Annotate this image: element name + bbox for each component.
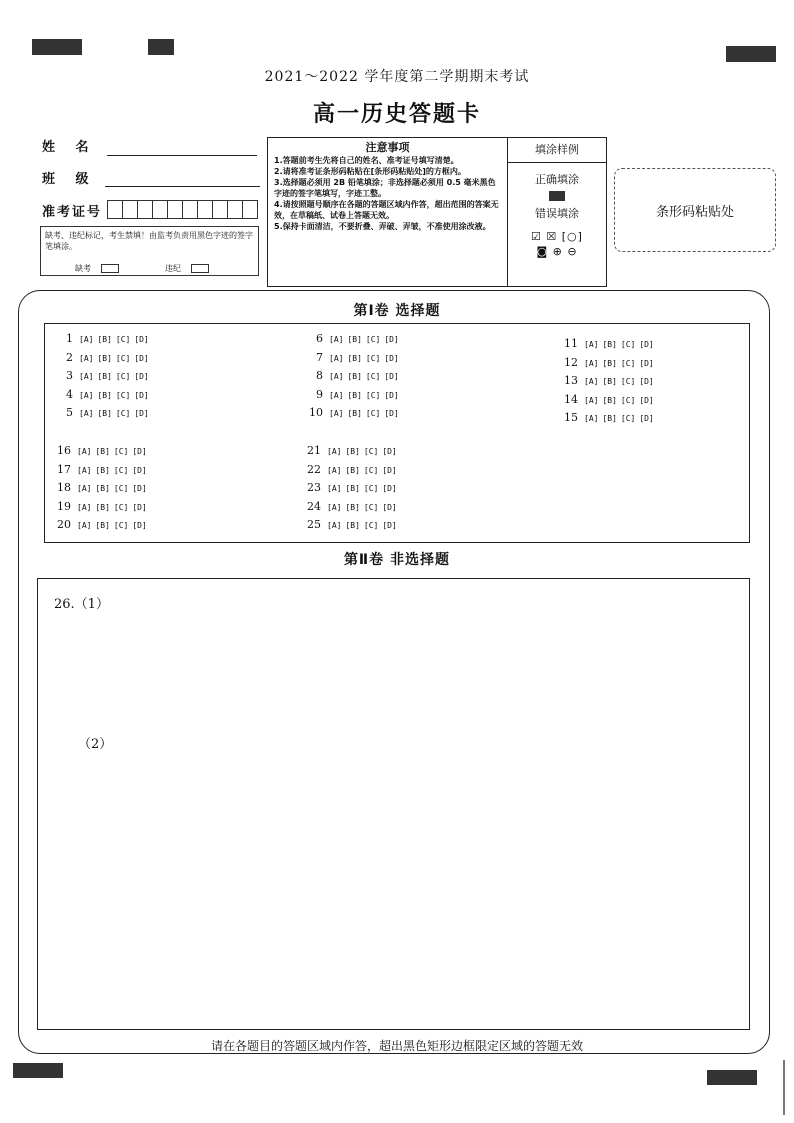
answer-option[interactable]: [A] xyxy=(584,377,599,386)
answer-option[interactable]: [C] xyxy=(113,465,129,475)
id-digit-box[interactable] xyxy=(182,200,198,219)
question-number: 17 xyxy=(57,462,71,476)
answer-option[interactable]: [D] xyxy=(639,395,654,405)
answer-option[interactable]: [C] xyxy=(113,502,129,512)
question-number: 23 xyxy=(307,481,321,494)
instruction-item: 3.选择题必须用 2B 铅笔填涂；非选择题必须用 0.5 毫米黑色字迹的签字笔填写，字迹工整。 xyxy=(274,178,496,198)
question-row xyxy=(55,332,153,345)
class-label: 班 级 xyxy=(42,172,97,187)
id-digit-box[interactable] xyxy=(152,200,168,219)
answer-option[interactable]: [D] xyxy=(384,353,399,363)
answer-option[interactable]: [B] xyxy=(345,502,360,512)
answer-option[interactable]: [A] xyxy=(327,465,342,475)
question-row xyxy=(305,406,403,419)
answer-option[interactable]: [A] xyxy=(329,409,344,418)
answer-option[interactable]: [D] xyxy=(132,447,147,456)
registration-mark-bottom-left xyxy=(13,1063,63,1078)
answer-option[interactable]: [B] xyxy=(95,502,110,512)
wrong-fill-label: 错误填涂 xyxy=(535,207,579,220)
answer-option[interactable]: [A] xyxy=(79,353,94,363)
answer-option[interactable]: [B] xyxy=(602,377,617,386)
id-digit-box[interactable] xyxy=(197,200,213,219)
answer-option[interactable]: [B] xyxy=(345,447,360,456)
answer-option[interactable]: [D] xyxy=(134,409,149,418)
instructions-main xyxy=(268,138,508,286)
question-row xyxy=(303,463,401,476)
answer-option[interactable]: [C] xyxy=(113,484,129,493)
question-number: 25 xyxy=(307,518,321,531)
answer-option[interactable]: [D] xyxy=(384,335,399,344)
question-row xyxy=(303,444,401,457)
question-number: 9 xyxy=(316,387,323,401)
answer-option[interactable]: [B] xyxy=(95,447,110,456)
question-row xyxy=(303,500,401,513)
answer-option[interactable]: [D] xyxy=(132,465,147,475)
exam-title: 2021～2022 学年度第二学期期末考试 xyxy=(264,69,530,85)
id-digit-box[interactable] xyxy=(167,200,183,219)
answer-option[interactable]: [B] xyxy=(347,372,362,381)
answer-option[interactable]: [B] xyxy=(602,414,617,423)
q26-label: 26.（1） xyxy=(54,597,109,612)
absence-notice-text: 缺考、违纪标记，考生禁填！由监考负责用黑色字迹的签字笔填涂。 xyxy=(45,231,253,251)
answer-option[interactable]: [C] xyxy=(620,377,636,386)
answer-option[interactable]: [C] xyxy=(620,395,636,405)
question-row xyxy=(305,369,403,382)
answer-option[interactable]: [D] xyxy=(382,521,397,530)
registration-mark-top-right xyxy=(726,46,776,62)
registration-mark-top-left xyxy=(32,39,82,55)
id-label: 准考证号 xyxy=(42,205,103,220)
answer-option[interactable]: [B] xyxy=(97,409,112,418)
answer-option[interactable]: [C] xyxy=(363,502,379,512)
question-number: 6 xyxy=(316,332,323,345)
question-number: 24 xyxy=(307,499,321,513)
question-row xyxy=(53,444,151,457)
answer-option[interactable]: [D] xyxy=(382,465,397,475)
instruction-item: 1.答题前考生先将自己的姓名、准考证号填写清楚。 xyxy=(274,156,459,165)
question-number: 19 xyxy=(57,499,71,513)
answer-option[interactable]: [C] xyxy=(115,353,131,363)
answer-option[interactable]: [A] xyxy=(77,465,92,475)
id-digit-box[interactable] xyxy=(212,200,228,219)
answer-option[interactable]: [D] xyxy=(639,414,654,423)
answer-option[interactable]: [B] xyxy=(347,353,362,363)
answer-option[interactable]: [B] xyxy=(97,335,112,344)
question-number: 22 xyxy=(307,462,321,476)
registration-mark-top-center xyxy=(148,39,174,55)
answer-option[interactable]: [B] xyxy=(97,353,112,363)
answer-option[interactable]: [B] xyxy=(347,409,362,418)
answer-option[interactable]: [A] xyxy=(327,502,342,512)
answer-option[interactable]: [C] xyxy=(620,414,636,423)
answer-option[interactable]: [C] xyxy=(115,390,131,400)
question-number: 2 xyxy=(66,350,73,364)
answer-option[interactable]: [C] xyxy=(113,447,129,456)
answer-option[interactable]: [A] xyxy=(584,414,599,423)
answer-option[interactable]: [A] xyxy=(327,521,342,530)
question-row xyxy=(560,337,658,350)
barcode-label: 条形码粘贴处 xyxy=(655,204,734,220)
answer-option[interactable]: [A] xyxy=(584,358,599,368)
answer-option[interactable]: [C] xyxy=(363,484,379,493)
answer-option[interactable]: [B] xyxy=(97,372,112,381)
violation-label: 违纪 xyxy=(165,264,181,273)
answer-option[interactable]: [B] xyxy=(602,340,617,349)
answer-option[interactable]: [A] xyxy=(584,395,599,405)
question-number: 1 xyxy=(66,332,73,345)
question-row xyxy=(303,481,401,494)
id-number-boxes[interactable] xyxy=(107,200,257,219)
question-row xyxy=(303,518,401,531)
id-digit-box[interactable] xyxy=(137,200,153,219)
wrong-fill-row-2: ◙ ⊕ ⊖ xyxy=(536,245,578,258)
answer-option[interactable]: [C] xyxy=(363,521,379,530)
answer-option[interactable]: [B] xyxy=(347,335,362,344)
q26-part2-label: （2） xyxy=(78,737,113,752)
answer-option[interactable]: [D] xyxy=(134,372,149,381)
question-number: 4 xyxy=(66,387,73,401)
answer-option[interactable]: [D] xyxy=(382,484,397,493)
answer-option[interactable]: [A] xyxy=(77,484,92,493)
name-label: 姓 名 xyxy=(42,140,97,155)
answer-option[interactable]: [B] xyxy=(95,484,110,493)
answer-option[interactable]: [A] xyxy=(79,409,94,418)
correct-fill-example xyxy=(549,191,565,201)
answer-option[interactable]: [D] xyxy=(132,502,147,512)
answer-option[interactable]: [C] xyxy=(115,335,131,344)
answer-option[interactable]: [B] xyxy=(602,358,617,368)
id-digit-box[interactable] xyxy=(242,200,258,219)
answer-option[interactable]: [D] xyxy=(134,335,149,344)
section2-title: 第Ⅱ卷 非选择题 xyxy=(343,552,451,568)
answer-option[interactable]: [A] xyxy=(79,372,94,381)
question-row xyxy=(53,518,151,531)
fill-sample-title: 填涂样例 xyxy=(508,138,606,163)
question-row xyxy=(55,351,153,364)
question-row xyxy=(55,406,153,419)
answer-option[interactable]: [A] xyxy=(327,447,342,456)
answer-option[interactable]: [C] xyxy=(363,465,379,475)
question-number: 8 xyxy=(316,369,323,382)
answer-option[interactable]: [D] xyxy=(382,502,397,512)
instruction-item: 2.请将准考证条形码粘贴在[条形码粘贴处]的方框内。 xyxy=(274,167,466,176)
answer-option[interactable]: [A] xyxy=(77,447,92,456)
answer-option[interactable]: [D] xyxy=(132,484,147,493)
answer-option[interactable]: [D] xyxy=(639,340,654,349)
instructions-box xyxy=(267,137,607,287)
answer-option[interactable]: [C] xyxy=(363,447,379,456)
fill-sample xyxy=(508,138,606,286)
answer-option[interactable]: [B] xyxy=(95,465,110,475)
question-number: 15 xyxy=(564,411,578,424)
answer-option[interactable]: [B] xyxy=(345,465,360,475)
wrong-fill-examples xyxy=(508,229,606,259)
question-number: 13 xyxy=(564,374,578,387)
id-digit-box[interactable] xyxy=(227,200,243,219)
question-row xyxy=(305,332,403,345)
answer-option[interactable]: [D] xyxy=(134,353,149,363)
answer-option[interactable]: [C] xyxy=(365,409,381,418)
question-number: 14 xyxy=(564,392,578,406)
registration-mark-bottom-right xyxy=(707,1070,757,1085)
answer-option[interactable]: [D] xyxy=(132,521,147,530)
question-row xyxy=(55,369,153,382)
answer-option[interactable]: [D] xyxy=(639,358,654,368)
answer-option[interactable]: [B] xyxy=(95,521,110,530)
question-number: 12 xyxy=(564,355,578,369)
answer-option[interactable]: [C] xyxy=(365,390,381,400)
question-number: 5 xyxy=(66,406,73,419)
id-digit-box[interactable] xyxy=(107,200,123,219)
answer-option[interactable]: [A] xyxy=(329,372,344,381)
answer-option[interactable]: [A] xyxy=(79,390,94,400)
essay-answer-area[interactable] xyxy=(37,578,750,1030)
section1-title: 第Ⅰ卷 选择题 xyxy=(353,303,441,319)
answer-option[interactable]: [C] xyxy=(620,358,636,368)
answer-option[interactable]: [A] xyxy=(329,390,344,400)
question-row xyxy=(53,463,151,476)
answer-option[interactable]: [D] xyxy=(384,372,399,381)
edge-line xyxy=(783,1060,785,1115)
answer-option[interactable]: [A] xyxy=(79,335,94,344)
correct-fill-label: 正确填涂 xyxy=(535,173,579,186)
class-field[interactable] xyxy=(105,186,260,187)
question-row xyxy=(560,374,658,387)
answer-option[interactable]: [A] xyxy=(329,353,344,363)
card-title: 高一历史答题卡 xyxy=(312,102,481,127)
answer-option[interactable]: [C] xyxy=(365,335,381,344)
instructions-title: 注意事项 xyxy=(365,141,410,154)
question-row xyxy=(560,356,658,369)
answer-option[interactable]: [C] xyxy=(620,340,636,349)
question-row xyxy=(305,351,403,364)
absent-label: 缺考 xyxy=(75,264,91,273)
name-field[interactable] xyxy=(107,155,257,156)
answer-option[interactable]: [A] xyxy=(584,340,599,349)
answer-option[interactable]: [C] xyxy=(365,372,381,381)
question-number: 21 xyxy=(307,444,321,457)
id-digit-box[interactable] xyxy=(122,200,138,219)
answer-option[interactable]: [D] xyxy=(134,390,149,400)
question-number: 3 xyxy=(66,369,73,382)
question-row xyxy=(560,393,658,406)
answer-option[interactable]: [B] xyxy=(97,390,112,400)
answer-option[interactable]: [D] xyxy=(384,409,399,418)
footer-note: 请在各题目的答题区域内作答，超出黑色矩形边框限定区域的答题无效 xyxy=(210,1039,583,1053)
question-row xyxy=(53,481,151,494)
answer-option[interactable]: [D] xyxy=(382,447,397,456)
question-number: 7 xyxy=(316,350,323,364)
answer-option[interactable]: [A] xyxy=(327,484,342,493)
answer-option[interactable]: [C] xyxy=(115,372,131,381)
violation-mark[interactable] xyxy=(165,263,209,274)
absent-mark[interactable] xyxy=(75,263,119,274)
violation-box[interactable] xyxy=(191,264,209,273)
answer-option[interactable]: [C] xyxy=(115,409,131,418)
question-row xyxy=(55,388,153,401)
answer-option[interactable]: [A] xyxy=(77,502,92,512)
question-number: 16 xyxy=(57,444,71,457)
question-row xyxy=(560,411,658,424)
instruction-item: 4.请按照题号顺序在各题的答题区域内作答，超出范围的答案无效，在草稿纸、试卷上答题无效。 xyxy=(274,200,499,220)
answer-option[interactable]: [A] xyxy=(77,521,92,530)
question-number: 10 xyxy=(309,406,323,419)
barcode-area xyxy=(614,168,776,252)
instruction-item: 5.保持卡面清洁，不要折叠、弄破、弄皱，不准使用涂改液。 xyxy=(274,222,491,231)
absence-notice xyxy=(40,226,259,276)
answer-option[interactable]: [C] xyxy=(113,521,129,530)
answer-option[interactable]: [B] xyxy=(345,521,360,530)
question-number: 11 xyxy=(564,337,578,350)
question-number: 20 xyxy=(57,518,71,531)
absent-box[interactable] xyxy=(101,264,119,273)
answer-option[interactable]: [B] xyxy=(345,484,360,493)
answer-option[interactable]: [D] xyxy=(639,377,654,386)
answer-option[interactable]: [D] xyxy=(384,390,399,400)
answer-option[interactable]: [B] xyxy=(602,395,617,405)
answer-option[interactable]: [B] xyxy=(347,390,362,400)
wrong-fill-row-1: ☑ ☒ [○] xyxy=(531,230,583,243)
question-row xyxy=(305,388,403,401)
question-number: 18 xyxy=(57,481,71,494)
answer-option[interactable]: [C] xyxy=(365,353,381,363)
question-row xyxy=(53,500,151,513)
answer-option[interactable]: [A] xyxy=(329,335,344,344)
